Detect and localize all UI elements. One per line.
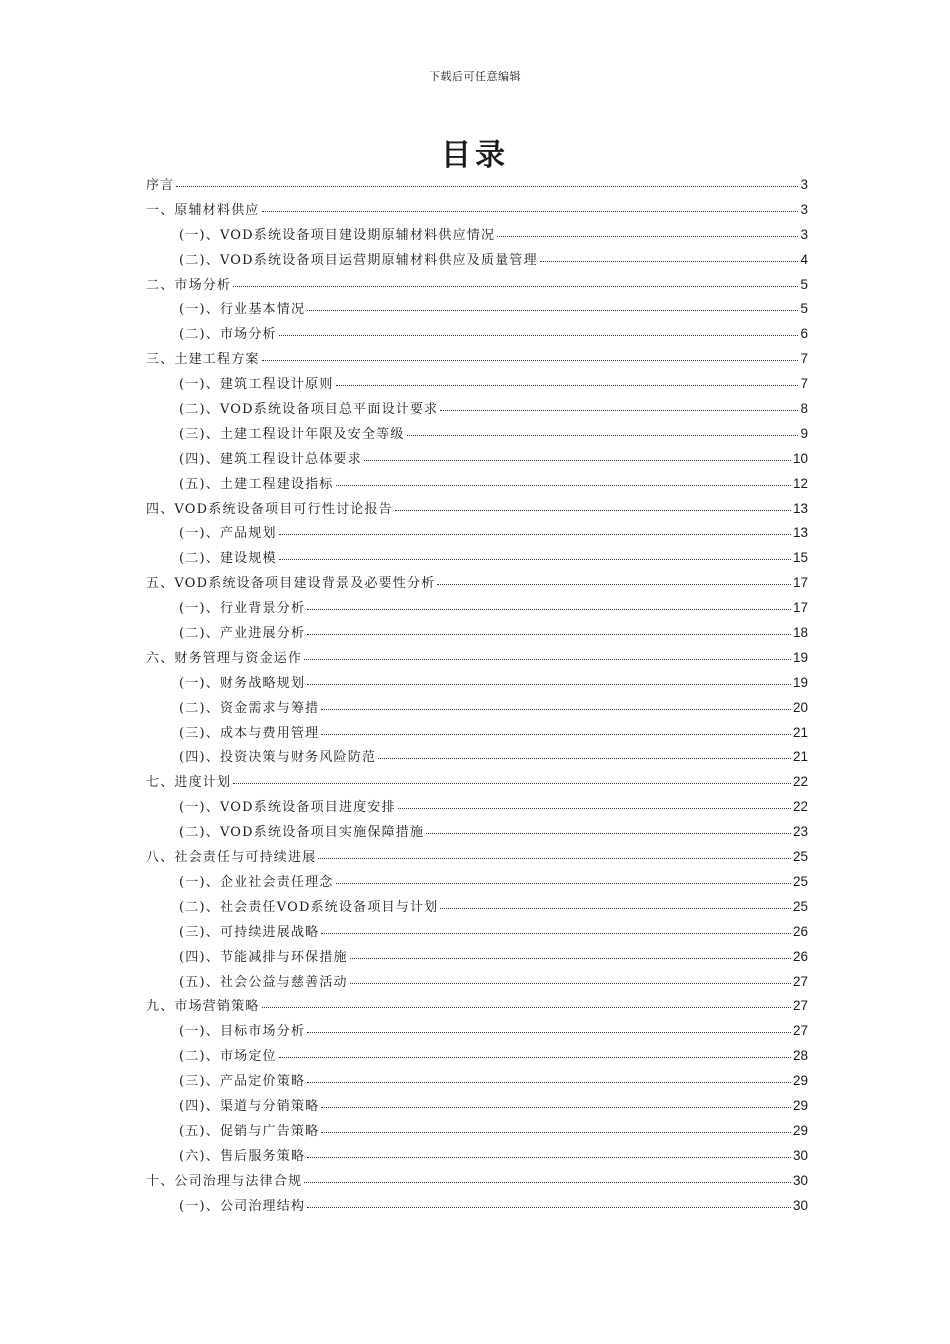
toc-entry-page-number: 30	[792, 1172, 808, 1188]
toc-entry[interactable]	[146, 547, 808, 572]
toc-entry[interactable]	[146, 1095, 808, 1120]
toc-leader-dots	[307, 633, 791, 635]
toc-leader-dots	[407, 434, 799, 436]
toc-entry-page-number: 27	[792, 973, 808, 989]
toc-entry-label: (二)、产业进展分析	[179, 626, 306, 642]
toc-entry[interactable]	[146, 1070, 808, 1095]
toc-entry-label: 七、进度计划	[146, 775, 232, 791]
toc-leader-dots	[440, 409, 798, 411]
toc-entry-label: (二)、市场分析	[179, 327, 277, 343]
toc-leader-dots	[350, 982, 791, 984]
toc-entry-page-number: 7	[800, 351, 808, 367]
toc-leader-dots	[233, 285, 798, 287]
toc-entry-page-number: 3	[800, 201, 808, 217]
toc-entry[interactable]	[146, 722, 808, 747]
toc-leader-dots	[304, 1181, 791, 1183]
toc-entry[interactable]	[146, 522, 808, 547]
toc-entry-label: (五)、土建工程建设指标	[179, 476, 334, 492]
toc-entry[interactable]	[146, 622, 808, 647]
toc-leader-dots	[307, 1206, 791, 1208]
toc-entry[interactable]	[146, 796, 808, 821]
toc-entry[interactable]	[146, 946, 808, 971]
page-header: 下载后可任意编辑	[429, 70, 521, 83]
toc-entry-page-number: 9	[800, 425, 808, 441]
toc-entry-page-number: 13	[792, 525, 808, 541]
toc-entry[interactable]	[146, 746, 808, 771]
toc-entry[interactable]	[146, 348, 808, 373]
toc-entry-page-number: 21	[792, 749, 808, 765]
toc-leader-dots	[262, 210, 799, 212]
toc-entry-label: (一)、企业社会责任理念	[179, 874, 334, 890]
toc-entry[interactable]	[146, 423, 808, 448]
toc-leader-dots	[279, 334, 799, 336]
toc-entry-label: (四)、节能减排与环保措施	[179, 949, 348, 965]
toc-entry-page-number: 28	[792, 1048, 808, 1064]
toc-entry-label: (五)、社会公益与慈善活动	[179, 974, 348, 990]
toc-entry-label: (二)、VOD系统设备项目运营期原辅材料供应及质量管理	[179, 252, 538, 268]
toc-entry-label: (二)、VOD系统设备项目实施保障措施	[179, 825, 425, 841]
toc-entry-page-number: 25	[792, 898, 808, 914]
toc-entry-label: (一)、目标市场分析	[179, 1024, 306, 1040]
toc-entry-label: (二)、市场定位	[179, 1049, 277, 1065]
toc-entry[interactable]	[146, 274, 808, 299]
toc-entry-label: (一)、建筑工程设计原则	[179, 377, 334, 393]
toc-leader-dots	[540, 260, 799, 262]
toc-entry-label: (五)、促销与广告策略	[179, 1123, 320, 1139]
toc-entry-page-number: 13	[792, 500, 808, 516]
toc-leader-dots	[321, 1106, 791, 1108]
toc-entry-page-number: 3	[800, 226, 808, 242]
toc-entry[interactable]	[146, 871, 808, 896]
toc-entry[interactable]	[146, 647, 808, 672]
toc-entry-page-number: 5	[800, 301, 808, 317]
toc-entry[interactable]	[146, 398, 808, 423]
toc-entry-label: 序言	[146, 178, 175, 193]
toc-leader-dots	[176, 185, 798, 187]
toc-leader-dots	[307, 1081, 791, 1083]
toc-entry[interactable]	[146, 373, 808, 398]
toc-entry-page-number: 12	[792, 475, 808, 491]
toc-entry-page-number: 18	[792, 625, 808, 641]
toc-entry-page-number: 17	[792, 575, 808, 591]
toc-leader-dots	[318, 857, 791, 859]
toc-entry[interactable]	[146, 672, 808, 697]
toc-entry-label: 六、财务管理与资金运作	[146, 650, 303, 666]
toc-leader-dots	[307, 1031, 791, 1033]
toc-entry-page-number: 3	[800, 177, 808, 192]
toc-entry-label: (二)、建设规模	[179, 551, 277, 567]
toc-entry-page-number: 5	[800, 276, 808, 292]
toc-entry[interactable]	[146, 1020, 808, 1045]
toc-entry[interactable]	[146, 771, 808, 796]
toc-leader-dots	[497, 235, 798, 237]
toc-entry[interactable]	[146, 1045, 808, 1070]
toc-leader-dots	[321, 708, 791, 710]
toc-entry-label: (一)、财务战略规划	[179, 675, 306, 691]
toc-entry[interactable]	[146, 1170, 808, 1195]
toc-entry-page-number: 17	[792, 600, 808, 616]
toc-entry-page-number: 30	[792, 1197, 808, 1213]
toc-leader-dots	[336, 882, 791, 884]
toc-leader-dots	[437, 583, 791, 585]
toc-entry-page-number: 27	[792, 998, 808, 1014]
toc-entry-page-number: 8	[800, 401, 808, 417]
toc-entry[interactable]	[146, 473, 808, 498]
toc-entry-page-number: 29	[792, 1122, 808, 1138]
toc-entry-label: 十、公司治理与法律合规	[146, 1173, 303, 1189]
table-of-contents	[146, 174, 808, 1219]
toc-entry-page-number: 26	[792, 923, 808, 939]
toc-entry-label: (二)、资金需求与筹措	[179, 700, 320, 716]
toc-entry-label: 三、土建工程方案	[146, 352, 260, 368]
toc-entry-page-number: 7	[800, 376, 808, 392]
toc-entry-label: (三)、土建工程设计年限及安全等级	[179, 426, 405, 442]
toc-entry-page-number: 19	[792, 649, 808, 665]
toc-entry-label: (三)、产品定价策略	[179, 1074, 306, 1090]
toc-leader-dots	[321, 733, 791, 735]
toc-entry[interactable]	[146, 846, 808, 871]
toc-entry-page-number: 27	[792, 1023, 808, 1039]
toc-entry[interactable]	[146, 174, 808, 199]
toc-entry-label: (一)、VOD系统设备项目建设期原辅材料供应情况	[179, 227, 496, 243]
toc-entry[interactable]	[146, 1195, 808, 1220]
toc-entry-page-number: 25	[792, 849, 808, 865]
toc-entry[interactable]	[146, 971, 808, 996]
toc-entry-label: (二)、VOD系统设备项目总平面设计要求	[179, 402, 439, 418]
toc-leader-dots	[336, 484, 791, 486]
toc-entry-label: (一)、VOD系统设备项目进度安排	[179, 800, 396, 816]
toc-leader-dots	[321, 932, 791, 934]
toc-leader-dots	[304, 658, 791, 660]
toc-entry[interactable]	[146, 323, 808, 348]
toc-entry-label: (四)、投资决策与财务风险防范	[179, 750, 377, 766]
toc-entry[interactable]	[146, 448, 808, 473]
toc-entry[interactable]	[146, 224, 808, 249]
toc-entry-label: (一)、行业背景分析	[179, 601, 306, 617]
toc-entry[interactable]	[146, 921, 808, 946]
toc-leader-dots	[233, 782, 791, 784]
toc-leader-dots	[307, 683, 791, 685]
toc-leader-dots	[279, 533, 791, 535]
toc-entry[interactable]	[146, 821, 808, 846]
toc-leader-dots	[440, 907, 791, 909]
toc-entry-label: 八、社会责任与可持续进展	[146, 850, 317, 866]
toc-entry-label: (二)、社会责任VOD系统设备项目与计划	[179, 899, 439, 915]
toc-entry[interactable]	[146, 896, 808, 921]
toc-leader-dots	[307, 608, 791, 610]
toc-entry-label: (三)、可持续进展战略	[179, 924, 320, 940]
toc-entry[interactable]	[146, 697, 808, 722]
toc-entry-label: 一、原辅材料供应	[146, 202, 260, 218]
toc-entry-page-number: 26	[792, 948, 808, 964]
toc-leader-dots	[364, 459, 791, 461]
toc-entry-page-number: 22	[792, 799, 808, 815]
toc-leader-dots	[307, 1156, 791, 1158]
toc-entry-label: (一)、公司治理结构	[179, 1198, 306, 1214]
toc-entry-page-number: 22	[792, 774, 808, 790]
toc-entry-page-number: 15	[792, 550, 808, 566]
toc-leader-dots	[395, 509, 791, 511]
toc-entry-page-number: 6	[800, 326, 808, 342]
toc-entry-label: 二、市场分析	[146, 277, 232, 293]
toc-leader-dots	[321, 1131, 791, 1133]
toc-entry-label: (六)、售后服务策略	[179, 1148, 306, 1164]
toc-entry-label: (一)、产品规划	[179, 526, 277, 542]
toc-entry[interactable]	[146, 1145, 808, 1170]
toc-leader-dots	[336, 384, 799, 386]
toc-entry-page-number: 19	[792, 674, 808, 690]
toc-entry[interactable]	[146, 1120, 808, 1145]
toc-entry-page-number: 30	[792, 1147, 808, 1163]
toc-entry-label: 五、VOD系统设备项目建设背景及必要性分析	[146, 576, 436, 592]
toc-entry[interactable]	[146, 995, 808, 1020]
toc-entry-label: (四)、渠道与分销策略	[179, 1098, 320, 1114]
toc-leader-dots	[262, 1006, 791, 1008]
toc-entry[interactable]	[146, 298, 808, 323]
toc-entry-page-number: 4	[800, 251, 808, 267]
toc-entry[interactable]	[146, 199, 808, 224]
toc-entry-label: 九、市场营销策略	[146, 999, 260, 1015]
toc-entry-page-number: 23	[792, 824, 808, 840]
toc-entry-page-number: 10	[792, 450, 808, 466]
toc-entry[interactable]	[146, 572, 808, 597]
toc-leader-dots	[378, 757, 791, 759]
toc-leader-dots	[350, 957, 791, 959]
toc-entry[interactable]	[146, 597, 808, 622]
toc-leader-dots	[262, 359, 799, 361]
toc-entry-label: (三)、成本与费用管理	[179, 725, 320, 741]
toc-leader-dots	[398, 807, 791, 809]
toc-entry[interactable]	[146, 498, 808, 523]
toc-entry-page-number: 29	[792, 1073, 808, 1089]
toc-entry-label: 四、VOD系统设备项目可行性讨论报告	[146, 501, 393, 517]
toc-entry-page-number: 25	[792, 873, 808, 889]
toc-entry-label: (四)、建筑工程设计总体要求	[179, 451, 362, 467]
toc-entry-page-number: 29	[792, 1097, 808, 1113]
page-title: 目录	[441, 138, 509, 173]
toc-leader-dots	[426, 832, 791, 834]
toc-entry-label: (一)、行业基本情况	[179, 302, 306, 318]
toc-entry-page-number: 20	[792, 699, 808, 715]
toc-leader-dots	[279, 558, 791, 560]
toc-leader-dots	[307, 309, 798, 311]
toc-entry-page-number: 21	[792, 724, 808, 740]
toc-entry[interactable]	[146, 249, 808, 274]
toc-leader-dots	[279, 1056, 791, 1058]
